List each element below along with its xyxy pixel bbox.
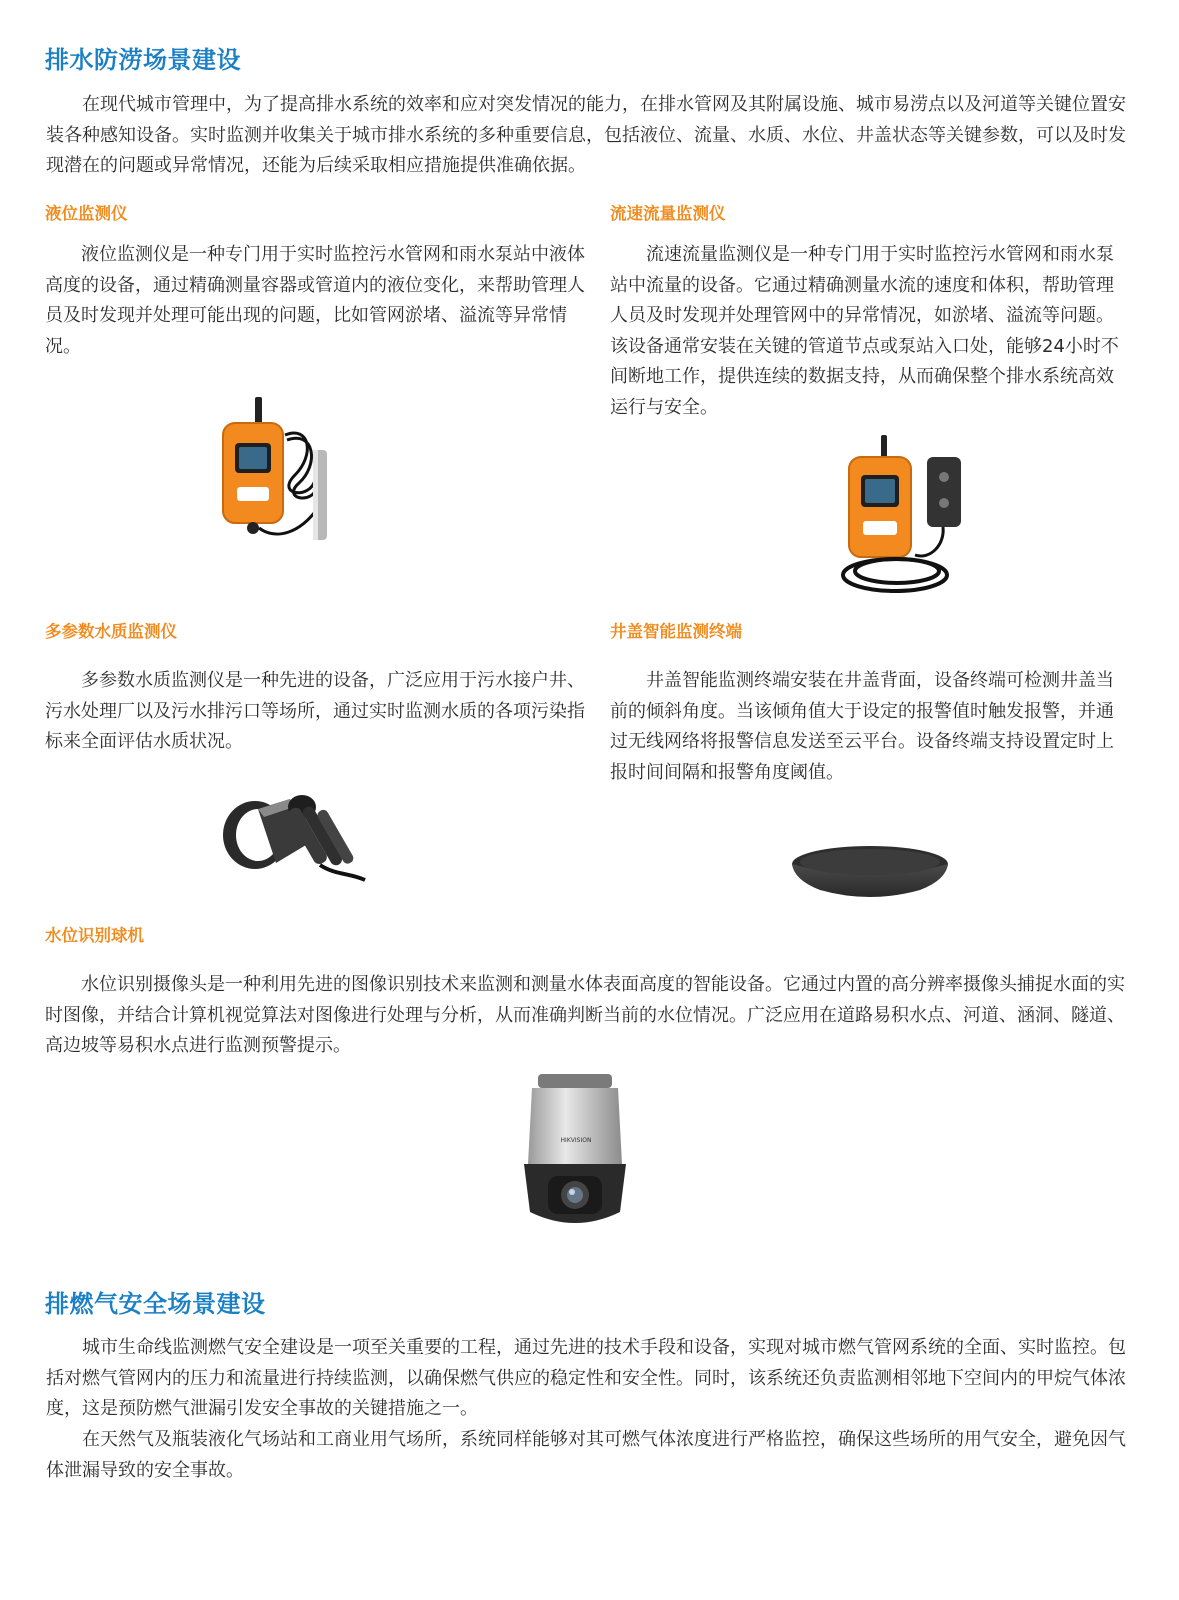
device-desc-flow-monitor: 流速流量监测仪是一种专门用于实时监控污水管网和雨水泵站中流量的设备。它通过精确测量水流的速度和体积，帮助管理人员及时发现并处理管网中的异常情况，如淤堵、溢流等问题。该设备通常安装在关键的管道节点或泵站入口处，能够24小时不间断地工作，提供连续的数据支持，从而确保整个排水系统高效运行与安全。 <box>610 244 1119 418</box>
drainage-intro: 在现代城市管理中，为了提高排水系统的效率和应对突发情况的能力，在排水管网及其附属设施、城市易涝点以及河道等关键位置安装各种感知设备。实时监测并收集关于城市排水系统的多种重要信息，包括液位、流量、水质、水位、井盖状态等关键参数，可以及时发现潜在的问题或异常情况，还能为后续采取相应措施提供准确依据。 <box>46 94 1126 176</box>
gas-para-2: 在天然气及瓶装液化气场站和工商业用气场所，系统同样能够对其可燃气体浓度进行严格监控，确保这些场所的用气安全，避免因气体泄漏导致的安全事故。 <box>46 1429 1126 1481</box>
manhole-terminal-image <box>790 842 950 904</box>
gas-para-1: 城市生命线监测燃气安全建设是一项至关重要的工程，通过先进的技术手段和设备，实现对城市燃气管网系统的全面、实时监控。包括对燃气管网内的压力和流量进行持续监测，以确保燃气供应的稳定性和安全性。同时，该系统还负责监测相邻地下空间内的甲烷气体浓度，这是预防燃气泄漏引发安全事故的关键措施之一。 <box>46 1337 1126 1419</box>
level-monitor-image <box>215 395 355 545</box>
device-title-level-monitor: 液位监测仪 <box>45 204 128 223</box>
device-title-water-quality: 多参数水质监测仪 <box>45 622 177 641</box>
section-title-drainage: 排水防涝场景建设 <box>45 46 241 74</box>
section-title-gas: 排燃气安全场景建设 <box>45 1290 266 1318</box>
device-desc-manhole-terminal: 井盖智能监测终端安装在井盖背面，设备终端可检测井盖当前的倾斜角度。当该倾角值大于设定的报警值时触发报警，并通过无线网络将报警信息发送至云平台。设备终端支持设置定时上报时间间隔和报警角度阈值。 <box>610 670 1114 783</box>
device-title-manhole-terminal: 井盖智能监测终端 <box>610 622 742 641</box>
device-desc-water-quality: 多参数水质监测仪是一种先进的设备，广泛应用于污水接户井、污水处理厂以及污水排污口等场所，通过实时监测水质的各项污染指标来全面评估水质状况。 <box>45 670 585 752</box>
device-desc-water-level-camera: 水位识别摄像头是一种利用先进的图像识别技术来监测和测量水体表面高度的智能设备。它通过内置的高分辨率摄像头捕捉水面的实时图像，并结合计算机视觉算法对图像进行处理与分析，从而准确判断当前的水位情况。广泛应用在道路易积水点、河道、涵洞、隧道、高边坡等易积水点进行监测预警提示。 <box>45 974 1125 1056</box>
device-title-flow-monitor: 流速流量监测仪 <box>610 204 726 223</box>
device-desc-level-monitor: 液位监测仪是一种专门用于实时监控污水管网和雨水泵站中液体高度的设备，通过精确测量容器或管道内的液位变化，来帮助管理人员及时发现并处理可能出现的问题，比如管网淤堵、溢流等异常情况。 <box>45 244 585 357</box>
water-quality-probe-image <box>220 785 370 885</box>
device-title-water-level-camera: 水位识别球机 <box>45 926 144 945</box>
camera-brand-label: HIKVISION <box>560 1137 592 1144</box>
flow-monitor-image <box>835 435 970 600</box>
dome-camera-image <box>520 1072 630 1237</box>
